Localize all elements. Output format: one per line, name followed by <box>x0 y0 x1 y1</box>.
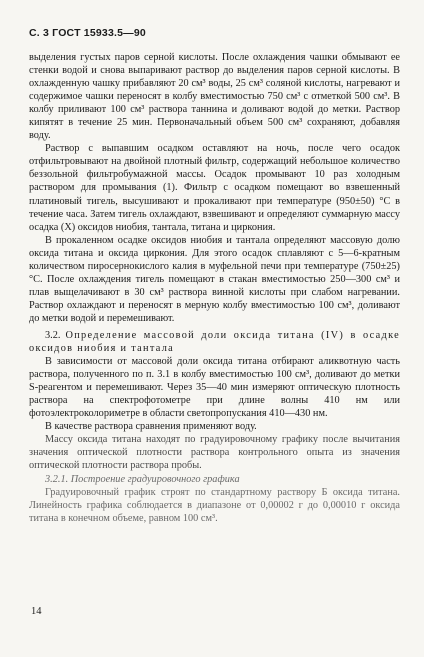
paragraph: Градуировочный график строят по стандартному раствору Б оксида титана. Линейность графика соблюдается в диапазоне от 0,00002 г до 0,00010 г оксида титана в конечном объеме, равном 100 см³. <box>29 486 400 524</box>
paragraph: выделения густых паров серной кислоты. После охлаждения чашки обмывают ее стенки водой и снова выпаривают раствор до выделения паров серной кислоты. В охлажденную чашку прибавляют 20 см³ воды, 25 см³ соляной кислоты, нагревают и содержимое чашки переносят в колбу вместимостью 750 см³ с отметкой 500 см³. В колбу приливают 100 см³ раствора таннина и доливают водой до метки. Раствор кипятят в течение 25 мин. Первоначальный объем 500 см³ сохраняют, добавляя воду. <box>29 52 400 142</box>
paragraph: В качестве раствора сравнения применяют воду. <box>45 421 257 433</box>
paragraph: В зависимости от массовой доли оксида титана отбирают аликвотную часть раствора, полученного по п. 3.1 в колбу вместимостью 100 см³, доливают до метки S-реагентом и перемешивают. Через 35—40 мин измеряют оптическую плотность раствора на спектрофотометре при длине волны 410 нм или фотоэлектроколориметре в области светопропускания 410—430 нм. <box>29 356 400 420</box>
section-heading-3-2 <box>29 329 400 355</box>
paragraph: В прокаленном осадке оксидов ниобия и тантала определяют массовую долю оксида титана и оксида циркония. Для этого осадок сплавляют с 5—6-кратным количеством пиросернокислого калия в муфельной печи при температуре (750±25) °С. После охлаждения тигель помещают в стакан вместимостью 250—300 см³ и плав выщелачивают в 30 см³ раствора винной кислоты при слабом нагревании. Раствор охлаждают и переносят в мерную колбу вместимостью 100 см³, доливают до метки водой и перемешивают. <box>29 234 400 324</box>
paragraph: Раствор с выпавшим осадком оставляют на ночь, после чего осадок отфильтровывают на двойной плотный фильтр, содержащий небольшое количество беззольной фильтробумажной массы. Осадок промывают 10 раз холодным раствором для промывания (1). Фильтр с осадком помещают во взвешенный платиновый тигель, высушивают и прокаливают при температуре (950±50) °С в течение часа. Затем тигель охлаждают, взвешивают и определяют суммарную массу осадка (X) оксидов ниобия, тантала, титана и циркония. <box>29 143 400 233</box>
section-number: 3.2. <box>45 329 61 341</box>
page-header: С. 3 ГОСТ 15933.5—90 <box>29 27 146 39</box>
subsection-heading-3-2-1: 3.2.1. Построение градуировочного графика <box>45 473 240 485</box>
section-title: Определение массовой доли оксида титана (IV) в осадке оксидов ниобия и тантала <box>29 329 400 355</box>
page-number: 14 <box>31 606 42 617</box>
paragraph: Массу оксида титана находят по градуировочному графику после вычитания значения оптической плотности раствора контрольного опыта из значения оптической плотности раствора пробы. <box>29 434 400 472</box>
body-text <box>29 51 400 525</box>
